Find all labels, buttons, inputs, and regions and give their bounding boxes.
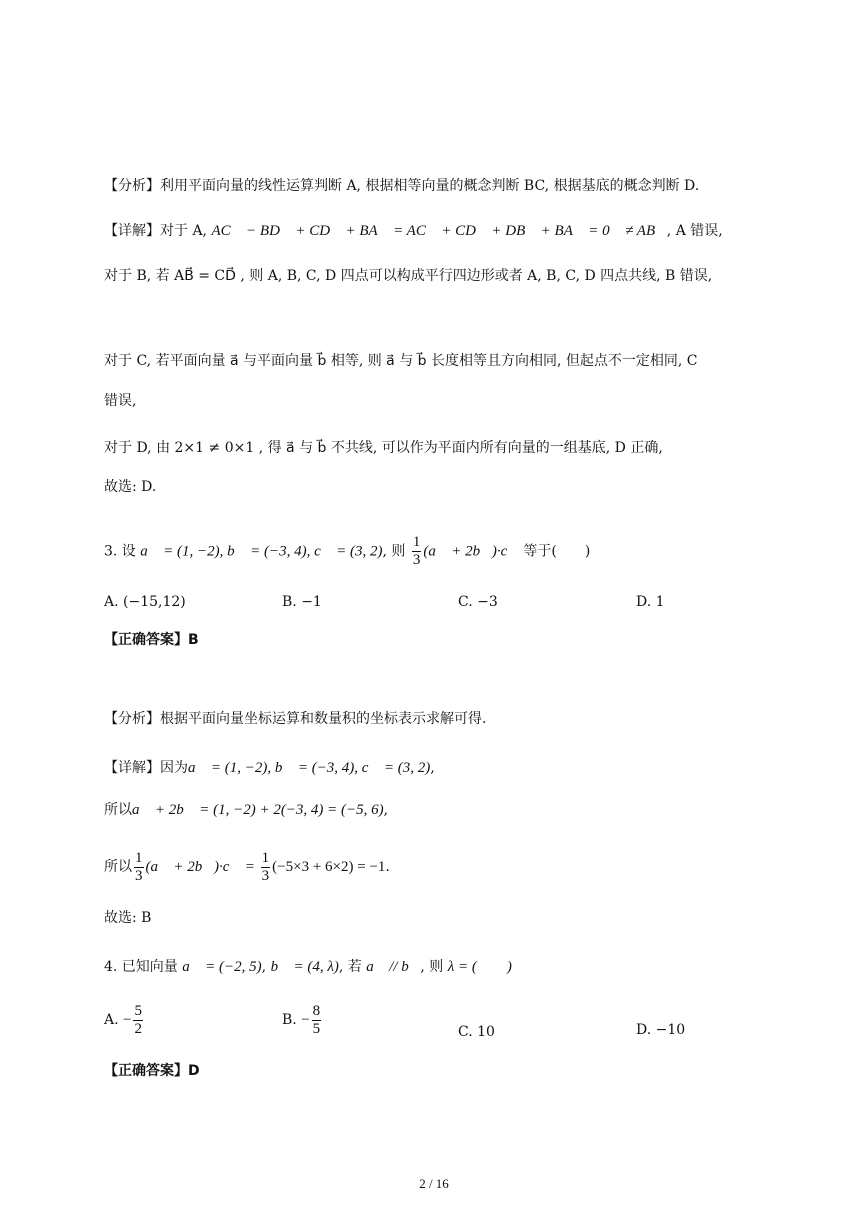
q4-condition: a⃗ // b⃗ <box>366 959 421 975</box>
detail-1-prefix: 【详解】对于 A, <box>104 223 212 239</box>
option-c-explanation-1: 对于 C, 若平面向量 a⃗ 与平面向量 b⃗ 相等, 则 a⃗ 与 b⃗ 长度相等且方向相同, 但起点不一定相同, C <box>104 353 698 369</box>
q4-option-b: B. − $\frac{8}{5}$ <box>282 1002 321 1037</box>
page-number: 2 / 16 <box>419 1176 449 1191</box>
choose-3: 故选: B <box>104 910 152 926</box>
q4-prefix: 4. 已知向量 <box>104 959 183 975</box>
q3-vectors: a⃗ = (1, −2), b⃗ = (−3, 4), c⃗ = (3, 2) <box>140 543 383 560</box>
q4-then: , 则 <box>420 959 448 975</box>
so-line-2 <box>104 848 390 886</box>
so-2-expression-2: (−5×3 + 6×2) = −1 <box>272 859 386 875</box>
so-2-expression-1: (a⃗ + 2b⃗)·c⃗ = <box>145 859 259 875</box>
q3-prefix: 3. 设 <box>104 543 141 560</box>
choose-1: 故选: D. <box>104 479 157 495</box>
q4-option-d: D. −10 <box>636 1022 686 1038</box>
q4-lambda: λ = ( ) <box>447 959 512 975</box>
so-2-fraction-1: $\frac{1}{3}$ <box>135 849 143 884</box>
detail-3-prefix: 【详解】因为 <box>104 760 188 776</box>
q3-fraction: $\frac{1}{3}$ <box>412 534 421 568</box>
q4-vector-a: a⃗ = (−2, 5) <box>182 959 262 975</box>
analysis-3: 【分析】根据平面向量坐标运算和数量积的坐标表示求解可得. <box>104 711 487 727</box>
answer-3: 【正确答案】B <box>104 632 199 648</box>
detail-3-math: a⃗ = (1, −2), b⃗ = (−3, 4), c⃗ = (3, 2) <box>188 760 431 776</box>
so-1-prefix: 所以 <box>104 802 132 818</box>
q4-option-a: A. − $\frac{5}{2}$ <box>104 1002 142 1037</box>
q3-suffix: 等于( ) <box>518 543 591 560</box>
q3-option-b: B. −1 <box>282 594 322 610</box>
so-2-prefix: 所以 <box>104 859 132 875</box>
q3-option-a: A. (−15,12) <box>104 594 186 610</box>
option-b-explanation: 对于 B, 若 AB⃗ = CD⃗ , 则 A, B, C, D 四点可以构成平行四边形或者 A, B, C, D 四点共线, B 错误, <box>104 268 713 284</box>
detail-3-suffix: , <box>430 760 435 776</box>
q3-option-d: D. 1 <box>636 594 665 610</box>
q4-comma: , <box>261 959 271 975</box>
q4-option-c: C. 10 <box>458 1024 495 1040</box>
q4-mid: , 若 <box>338 959 367 975</box>
detail-1-math: AC⃗ − BD⃗ + CD⃗ + BA⃗ = AC⃗ + CD⃗ + DB⃗ + BA⃗ = 0⃗ ≠ AB⃗ <box>211 223 667 239</box>
q4-vector-b: b⃗ = (4, λ) <box>270 959 339 975</box>
so-2-fraction-2: $\frac{1}{3}$ <box>261 849 270 884</box>
question-3 <box>104 534 590 569</box>
option-d-explanation: 对于 D, 由 2×1 ≠ 0×1 , 得 a⃗ 与 b⃗ 不共线, 可以作为平面内所有向量的一组基底, D 正确, <box>104 440 663 456</box>
detail-1-suffix: , A 错误, <box>666 223 723 239</box>
q3-expression: (a⃗ + 2b⃗)·c⃗ <box>423 543 519 560</box>
detail-1 <box>104 221 723 241</box>
so-1-suffix: , <box>383 802 389 818</box>
so-line-1 <box>104 800 388 820</box>
answer-4: 【正确答案】D <box>104 1063 200 1079</box>
detail-3 <box>104 758 435 778</box>
so-2-suffix: . <box>385 859 390 875</box>
q3-option-c: C. −3 <box>458 594 498 610</box>
option-c-explanation-2: 错误, <box>104 393 137 409</box>
so-1-math: a⃗ + 2b⃗ = (1, −2) + 2(−3, 4) = (−5, 6) <box>132 802 384 818</box>
analysis-1: 【分析】利用平面向量的线性运算判断 A, 根据相等向量的概念判断 BC, 根据基底的概念判断 D. <box>104 178 700 194</box>
q3-mid: , 则 <box>382 543 410 560</box>
question-4 <box>104 957 512 977</box>
